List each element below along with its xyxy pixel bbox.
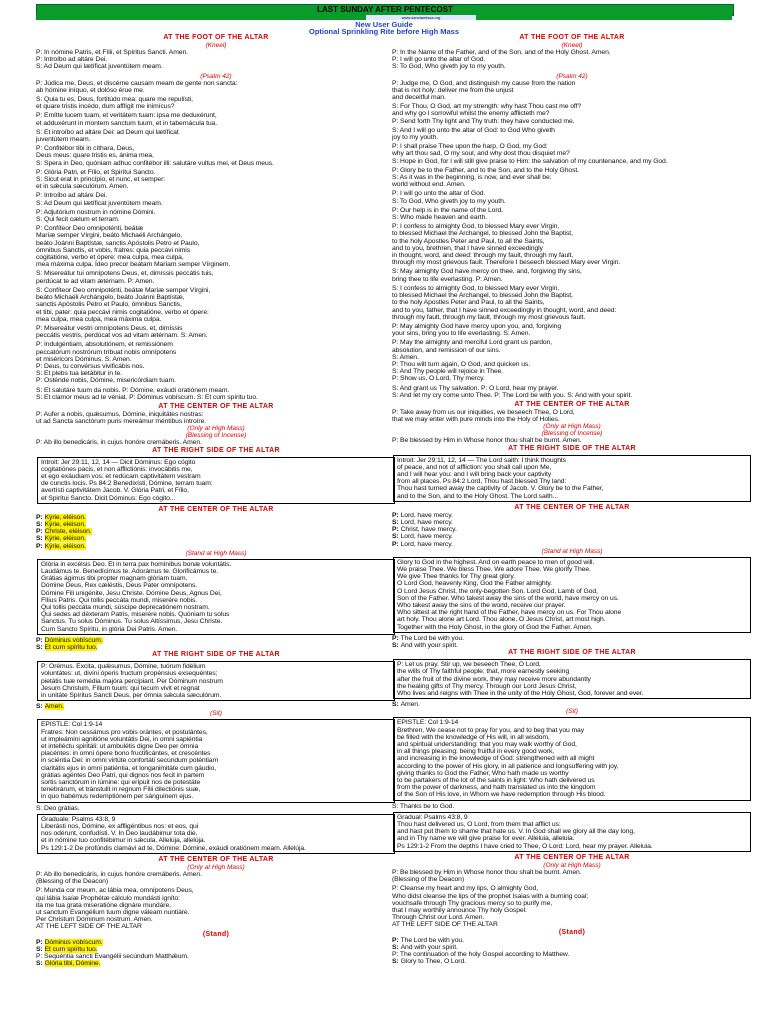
text-line: S: Hope in God, for I will still give praise to Him: the salvation of my countenance, and my God. (392, 157, 668, 165)
text-line: P: In the Name of the Father, and of the Son, and of the Holy Ghost. Amen. (392, 49, 611, 56)
text-line: juventútem meam. (36, 136, 91, 144)
section-heading: AT THE CENTER OF THE ALTAR (514, 503, 630, 511)
text-line: absolution, and remission of our sins. (392, 346, 501, 354)
text-line (392, 512, 752, 519)
text-line: in unitáte Spíritus Sancti Deus, per ómnia sǽcula sæculórum. (41, 692, 222, 700)
text-line: P: Our help is in the name of the Lord. (392, 206, 503, 214)
text-line: Sanctus. Tu solus Dóminus. Tu solus Altíssimus, Jesu Christe. (41, 618, 223, 626)
text-line (36, 644, 396, 651)
speaker: P: (392, 526, 399, 534)
amen-line: Amen. (400, 701, 420, 709)
speaker: S: (392, 518, 399, 526)
text-line: S: Misereátur tui omnípotens Deus, et, dimíssis peccátis tuis, (36, 270, 214, 278)
text-line: your sins, bring you to life everlasting. S: Amen. (392, 330, 531, 338)
text-line: sanctis Apóstolis Petro et Paulo, ómnibus Sanctis, (36, 301, 182, 309)
text-line: Together with the Holy Ghost, in the glory of God the Father. Amen. (397, 623, 593, 631)
section-heading: AT THE RIGHT SIDE OF THE ALTAR (508, 444, 636, 452)
section-heading: AT THE CENTER OF THE ALTAR (158, 402, 274, 410)
text-line (392, 958, 752, 965)
text-line: S: Sicut erat in princípio, et nunc, et semper: (36, 176, 166, 184)
dominus-line: The Lord be with you. (400, 936, 464, 944)
speaker: P: (392, 936, 399, 944)
text-line: Glory to God in the highest. And on earth peace to men of good will. (397, 558, 595, 566)
kyrie-line: Lord, have mercy. (400, 540, 453, 548)
rubric: (Sit) (210, 710, 222, 718)
text-line: S: I confess to almighty God, to blessed Mary ever Virgin, (392, 284, 560, 292)
psalm-heading: (Psalm 42) (556, 72, 588, 80)
text-line: perdúcat te ad vitam ætérnam. P: Amen. (36, 277, 155, 285)
text-line (36, 946, 396, 953)
speaker: S: (392, 958, 399, 966)
text-line: S: Deo grátias. (36, 804, 80, 812)
text-line: P: I shall praise Thee upon the harp, O God, my God: (392, 143, 548, 151)
text-line: sortis sanctórum in lúmine: qui erípuit nos de potestáte (41, 779, 201, 787)
text-line: et intelléctu spiritáli: ut ambulétis digne Deo per ómnia (41, 743, 199, 751)
rubric: (Only at High Mass) (187, 863, 245, 871)
rubric: (Blessing of Incense) (185, 432, 247, 440)
response-line: And with your spirit. (400, 642, 458, 650)
text-line: P: May almighty God have mercy upon you, and, forgiving (392, 322, 562, 330)
english-column (392, 34, 752, 1024)
text-line: Who sittest at the right hand of the Father, have mercy on us. For Thou alone (397, 609, 622, 617)
text-line: Thou hast turned away the captivity of Jacob. V. Glory be to the Father, (397, 485, 604, 493)
text-line: that is not holy: deliver me from the unjust (392, 86, 514, 94)
text-line: Through Christ our Lord. Amen. (392, 914, 485, 922)
section-heading: AT THE FOOT OF THE ALTAR (163, 34, 269, 41)
text-line: that I may worthily announce Thy holy Gospel. (392, 906, 527, 914)
text-line: P: Osténde nobis, Dómine, misericórdiam tuam. (36, 377, 176, 385)
text-line: P: Confitébor tibi in cíthara, Deus, (36, 145, 135, 153)
text-line: tenebrárum, et tránstulit in regnum Fílii dilectiónis suæ, (41, 786, 201, 794)
text-line: et tibi, pater: quia peccávi nimis cogitatióne, verbo et ópere: (36, 308, 209, 316)
text-line: and to you, father, that I have sinned exceedingly in thought, word, and deed: (392, 306, 617, 314)
amen-line: Amen. (44, 703, 64, 711)
text-line: to the holy Apostles Peter and Paul, to all the Saints, (392, 299, 545, 307)
rubric: (Blessing of Incense) (541, 430, 603, 438)
text-line: P: Aufer a nobis, quǽsumus, Dómine, iniquitátes nostras: (36, 410, 204, 418)
epistle-box (37, 719, 395, 802)
text-line: P: Sequéntia sancti Evangélii secúndum Matthǽum. (36, 952, 189, 960)
text-line: (Blessing of the Deacon) (392, 876, 465, 884)
text-line: be filled with the knowledge of His will, in all wisdom, (397, 733, 550, 741)
text-line: cogitatiónes pacis, et non afflictiónis: invocábitis me, (41, 465, 193, 473)
text-line: mea culpa, mea culpa, mea máxima culpa. (36, 315, 162, 323)
response-line: Et cum spíritu tuo. (44, 945, 98, 953)
text-line: P: Judge me, O God, and distinguish my cause from the nation (392, 79, 576, 87)
text-line: Who lives and reigns with Thee in the unity of the Holy Ghost, God, forever and ever. (397, 690, 644, 698)
text-line: claritátis ejus in omni patiéntia, et longanimitáte cum gáudio, (41, 764, 217, 772)
text-line: S: And I will go unto the altar of God: to God Who giveth (392, 126, 555, 134)
text-line: EPISTLE: Col 1:9-14 (41, 721, 103, 729)
text-line: P: Deus, tu convérsus vivificábis nos. (36, 362, 145, 370)
text-line: P: Show us, O Lord, Thy mercy. (392, 375, 485, 383)
text-line: P: Take away from us our iniquities, we beseech Thee, O Lord, (392, 408, 575, 416)
text-line: mea máxima culpa. Ídeo precor beátam Maríam semper Vírginem. (36, 261, 231, 269)
text-line: ut sanctum Evangélium tuum digne váleam nuntiáre. (36, 908, 190, 916)
text-line: Ps 129:1-2 De profúndis clamávi ad te, Dómine: Dómine, exáudi oratiónem meam. Allelúja. (41, 844, 306, 852)
text-line: et Spirítui Sancto. Dicit Dóminus: Ego cógito... (41, 494, 176, 502)
text-line (392, 541, 752, 548)
text-line: Liberásti nos, Dómine, ex affligéntibus nos: et eos, qui (41, 823, 199, 831)
rubric: (Only at High Mass) (543, 861, 601, 869)
collect-box (393, 659, 751, 699)
text-line (392, 526, 752, 533)
speaker: S: (36, 520, 43, 528)
text-line: de cunctis locis. Ps 84:2 Benedixísti, Dómine, terram tuam: (41, 480, 213, 488)
text-line: from the power of darkness, and hath translated us into the kingdom (397, 784, 596, 792)
text-line: ita me tua grata miseratióne dignáre mundáre, (36, 901, 171, 909)
speaker: S: (392, 533, 399, 541)
latin-column (36, 34, 396, 1024)
rubric: (Only at High Mass) (543, 423, 601, 431)
section-heading: AT THE CENTER OF THE ALTAR (158, 855, 274, 863)
dominus-line: The Lord be with you. (400, 634, 464, 642)
text-line: P: Thou wilt turn again, O God, and quicken us. (392, 360, 530, 368)
text-line: S: And let my cry come unto Thee. P: The Lord be with you. S: And with your spirit. (392, 391, 633, 399)
text-line: in quo habémus redemptiónem per sánguinem ejus. (41, 793, 194, 801)
section-heading: AT THE FOOT OF THE ALTAR (519, 34, 625, 41)
speaker: P: (392, 634, 399, 642)
gloria-box (37, 559, 395, 635)
guide-subtitle: Optional Sprinkling Rite before High Mass (308, 27, 459, 36)
text-line: P: Indulgéntiam, absolutiónem, et remissiónem (36, 341, 173, 349)
text-line: according to the power of His glory, in all patience and longsuffering with joy, (397, 762, 619, 770)
text-line: Maríæ semper Vírgini, beáto Michaéli Archángelo, (36, 232, 182, 240)
psalm-heading: (Psalm 42) (200, 72, 232, 80)
text-line: nos odérunt, confudísti. V. In Deo laudábimur tota die, (41, 830, 198, 838)
text-line: ut impleámini agnitióne voluntátis Dei, in omni sapiéntia (41, 735, 203, 743)
text-line: P: Introíbo ad altáre Dei. (36, 56, 108, 64)
text-line: through my fault, through my fault, through my most grievous fault. (392, 313, 586, 321)
text-line: P: Orémus. Excita, quǽsumus, Dómine, tuórum fidélium (41, 663, 206, 671)
dominus-line: Dóminus vobíscum. (44, 636, 103, 644)
text-line: and why go I sorrowful whilst the enemy afflicteth me? (392, 110, 550, 118)
section-heading: (Stand) (558, 928, 586, 936)
text-line: Gradual: Psalms 43:8, 9 (397, 813, 468, 821)
text-line: ómnibus Sanctis, et vobis, fratres: quia peccávi nimis (36, 246, 191, 254)
text-line: and hast put them to shame that hate us. V. In God shall we glory all the day long, (397, 828, 635, 836)
text-line (392, 642, 752, 649)
text-line: pietátis tuæ remédia majóra percípiant. Per Dóminum nostrum (41, 677, 223, 685)
kyrie-line: Lord, have mercy. (400, 518, 453, 526)
text-line: in all things pleasing: being fruitful in every good work, (397, 748, 555, 756)
text-line: P: May the almighty and merciful Lord grant us pardon, (392, 339, 553, 347)
text-line: S: Who made heaven and earth. (392, 214, 487, 222)
collect-box (37, 661, 395, 701)
response-line: And with your spirit. (400, 943, 458, 951)
text-line: and to the Son, and to the Holy Ghost. The Lord saith... (397, 492, 558, 500)
text-line: (Blessing of the Deacon) (36, 878, 109, 886)
text-line: peccátis vestris, perdúcat vos ad vitam ætérnam. S: Amen. (36, 332, 208, 340)
text-line: beáto Joánni Baptístæ, sanctis Apóstolis Petro et Paulo, (36, 239, 200, 247)
response-line: Glória tibi, Dómine. (44, 960, 101, 968)
text-line: why art thou sad, O my soul, and why dost thou disquiet me? (392, 150, 570, 158)
text-line: qui lábia Isaíæ Prophétæ cálculo mundásti igníto: (36, 894, 180, 902)
speaker: P: (36, 542, 43, 550)
text-line: S: To God, Who giveth joy to my youth. (392, 197, 506, 205)
section-heading: AT THE CENTER OF THE ALTAR (514, 853, 630, 861)
text-line: P: Adjutórium nostrum in nómine Dómini. (36, 208, 156, 216)
speaker: S: (392, 943, 399, 951)
section-heading: AT THE CENTER OF THE ALTAR (158, 505, 274, 513)
text-line: in thought, word, and deed: through my fault, through my fault, (392, 252, 574, 260)
text-line: AT THE LEFT SIDE OF THE ALTAR (392, 921, 498, 929)
text-line (36, 543, 396, 550)
section-heading: (Stand) (202, 930, 230, 938)
text-line: O Lord Jesus Christ, the only-begotten Son. Lord God, Lamb of God, (397, 587, 598, 595)
text-line: Brethren, We cease not to pray for you, and to beg that you may (397, 726, 585, 734)
text-line (36, 521, 396, 528)
section-heading: AT THE RIGHT SIDE OF THE ALTAR (152, 651, 280, 659)
text-line: et miséricors Dóminus. S: Amen. (36, 355, 132, 363)
text-line: ut ad Sancta sanctórum puris mereámur méntibus introíre. (36, 418, 207, 426)
speaker: P: (392, 511, 399, 519)
text-line: Ps 129:1-2 From the depths I have cried to Thee, O Lord: Lord, hear my prayer. Alleluia. (397, 842, 653, 850)
response-line: Glory to Thee, O Lord. (400, 958, 466, 966)
text-line: S: To God, Who giveth joy to my youth. (392, 63, 506, 71)
text-line: Laudámus te. Benedícimus te. Adorámus te. Glorificámus te. (41, 567, 219, 575)
text-line: Fílius Patris. Qui tollis peccáta mundi, miserére nobis. (41, 596, 198, 604)
section-subheading: (Kneel) (205, 42, 227, 49)
text-line: Qui sedes ad déxteram Patris, miserére nobis. Quóniam tu solus (41, 611, 230, 619)
text-line: P: Introíbo ad altáre Dei. (36, 192, 108, 200)
speaker: P: (392, 540, 399, 548)
text-line: P: In nómine Patris, et Fílii, et Spíritus Sancti. Amen. (36, 49, 188, 56)
text-line: voluntátes: ut, divíni óperis fructum propénsius exsequéntes; (41, 670, 218, 678)
text-line: the healing gifts of Thy mercy. Through our Lord Jesus Christ, (397, 682, 577, 690)
text-line: that we may enter with pure minds into the Holy of Holies. (392, 416, 560, 424)
text-line: S: Et introíbo ad altáre Dei: ad Deum qui lætíficat (36, 128, 179, 136)
text-line: art holy. Thou alone art Lord. Thou alone, O Jesus Christ, art most high. (397, 616, 606, 624)
speaker: P: (36, 513, 43, 521)
text-line: P: Cleanse my heart and my lips, O almighty God, (392, 885, 538, 893)
text-line: S: And grant us Thy salvation. P: O Lord, hear my prayer. (392, 384, 559, 392)
text-line: P: Emítte lucem tuam, et veritátem tuam: ipsa me deduxérunt, (36, 112, 217, 120)
speaker: S: (36, 644, 43, 652)
kyrie-line: Christe, eléison. (44, 528, 92, 536)
text-line (36, 514, 396, 521)
text-line: S: May almighty God have mercy on thee, and, forgiving thy sins, (392, 268, 582, 276)
text-line: grátias agéntes Deo Patri, qui dignos nos fecit in partem (41, 771, 205, 779)
text-line: in sciéntia Dei: in omni virtúte confortáti secúndum poténtiam (41, 757, 219, 765)
text-line: Graduale: Psalms 43:8, 9 (41, 815, 116, 823)
text-line: et quare tristis incédo, dum afflígit me inimícus? (36, 103, 175, 111)
text-line: P: Confíteor Deo omnipoténti, beátæ (36, 225, 144, 233)
text-line: to be partakers of the lot of the saints in light: Who hath delivered us (397, 777, 595, 785)
gradual-box (393, 812, 751, 852)
text-line: Who takest away the sins of the world, receive our prayer. (397, 602, 566, 609)
gradual-box (37, 814, 395, 854)
text-line: S: Amen. (392, 353, 419, 361)
text-line (392, 937, 752, 944)
text-line: beáto Michaéli Archángelo, beáto Joánni Baptístæ, (36, 294, 185, 302)
text-line: We give Thee thanks for Thy great glory. (397, 573, 515, 581)
text-line: world without end. Amen. (392, 181, 466, 189)
text-line: EPISTLE: Col 1:9-14 (397, 719, 459, 727)
text-line: Son of the Father. Who takest away the sins of the world, have mercy on us. (397, 594, 619, 602)
text-line: S: Thanks be to God. (392, 802, 455, 810)
text-line: P: I will go unto the altar of God. (392, 190, 486, 198)
text-line: S: And Thy people will rejoice in Thee. (392, 368, 504, 376)
text-line: S: Et salutáre tuum da nobis. P: Dómine, exáudi oratiónem meam. (36, 386, 230, 394)
header-link[interactable]: www.sanctamissa.org (366, 15, 476, 20)
text-line: P: Glória Patri, et Fílio, et Spirítui Sancto. (36, 168, 156, 176)
text-line: to blessed Michael the Archangel, to blessed John the Baptist, (392, 292, 573, 300)
text-line: P: Let us pray. Stir up, we beseech Thee, O Lord, (397, 661, 541, 669)
section-heading: AT THE CENTER OF THE ALTAR (514, 400, 630, 408)
text-line (36, 703, 396, 710)
text-line: Introit: Jer 29:11, 12, 14 — Dicit Dóminus: Ego cógito (41, 458, 196, 466)
text-line: avertísti captivitátem Jacob. V. Glória Patri, et Fílio, (41, 487, 189, 495)
text-line: Fratres: Non cessámus pro vobis orántes, et postulántes, (41, 728, 208, 736)
text-line: P: Júdica me, Deus, et discérne causam meam de gente non sancta: (36, 79, 238, 87)
text-line: and increasing in the knowledge of God: strengthened with all might (397, 755, 595, 763)
kyrie-line: Lord, have mercy. (400, 533, 453, 541)
text-line: through my most grievous fault. Therefore I beseech blessed Mary ever Virgin. (392, 259, 621, 267)
text-line: Grátias ágimus tibi propter magnam glóriam tuam. (41, 575, 188, 583)
text-line: placéntes: in omni ópere bono fructificántes, et crescéntes (41, 750, 211, 758)
text-line: and I will hear you: and I will bring back your captivity (397, 470, 552, 478)
text-line: P: Glory be to the Father, and to the Son, and to the Holy Ghost. (392, 166, 579, 174)
speaker: S: (36, 703, 43, 711)
kyrie-line: Christ, have mercy. (400, 526, 457, 534)
rubric: (Stand at High Mass) (185, 549, 247, 557)
text-line: after the fruit of the divine work, they may receive more abundantly (397, 675, 591, 683)
text-line: P: I confess to almighty God, to blessed Mary ever Virgin, (392, 223, 560, 231)
gloria-box (393, 557, 751, 633)
text-line: to the holy Apostles Peter and Paul, to all the Saints, (392, 237, 545, 245)
text-line: from all places. Ps 84:2 Lord, Thou hast blessed Thy land: (397, 478, 567, 486)
introit-box (393, 455, 751, 502)
text-line (36, 528, 396, 535)
text-line: S: Confíteor Deo omnipoténti, beátæ Maríæ semper Vírgini, (36, 286, 211, 294)
text-line: and to you, brethren, that I have sinned exceedingly (392, 244, 543, 252)
text-line: Who didst cleanse the lips of the prophet Isaias with a burning coal; (392, 892, 588, 900)
epistle-box (393, 717, 751, 800)
section-heading: AT THE RIGHT SIDE OF THE ALTAR (152, 446, 280, 454)
text-line: P: Ab illo benedicáris, in cujus honóre cremáberis. Amen. (36, 870, 202, 878)
guide-title: New User Guide (355, 20, 413, 29)
response-line: Et cum spíritu tuo. (44, 644, 98, 652)
text-line (36, 960, 396, 967)
text-line (392, 944, 752, 951)
text-line: S: Quia tu es, Deus, fortitúdo mea: quare me repulísti, (36, 96, 193, 104)
text-line: S: As it was in the beginning, is now, and ever shall be: (392, 174, 552, 182)
text-line: S: Spera in Deo, quóniam adhuc confitébor illi: salutáre vultus mei, et Deus meus. (36, 159, 274, 167)
text-line: and in Thy name we will give praise for ever. Alleluia, alleluia. (397, 835, 575, 843)
speaker: S: (392, 642, 399, 650)
text-line (36, 939, 396, 946)
text-line: P: I will go unto the altar of God. (392, 56, 486, 64)
speaker: S: (36, 535, 43, 543)
text-line: AT THE LEFT SIDE OF THE ALTAR (36, 923, 142, 931)
text-line: Qui tollis peccáta mundi, súscipe deprecatiónem nostram. (41, 604, 210, 611)
speaker: S: (392, 701, 399, 709)
speaker: P: (36, 528, 43, 536)
text-line (36, 535, 396, 542)
text-line: Dómine Fili unigénite, Jesu Christe. Dómine Deus, Agnus Dei, (41, 589, 222, 597)
text-line: of the Son of His love, in Whom we have redemption through His blood. (397, 791, 606, 799)
text-line: P: Ab illo benedicáris, in cujus honóre cremáberis. Amen. (36, 439, 202, 447)
text-line: vouchsafe through Thy gracious mercy so to purify me, (392, 899, 553, 907)
text-line: et in sǽcula sæculórum. Amen. (36, 183, 129, 191)
dominus-line: Dóminus vobíscum. (44, 938, 103, 946)
text-line: Per Christum Dóminum nostrum. Amen. (36, 916, 153, 924)
kyrie-line: Kýrie, eléison. (44, 542, 86, 550)
section-heading: AT THE RIGHT SIDE OF THE ALTAR (508, 649, 636, 657)
text-line (392, 701, 752, 708)
text-line: We praise Thee. We bless Thee. We adore Thee. We glorify Thee. (397, 565, 591, 573)
page-title: LAST SUNDAY AFTER PENTECOST (36, 4, 734, 16)
text-line: and spiritual understanding: that you may walk worthy of God, (397, 741, 577, 749)
text-line (392, 519, 752, 526)
text-line: P: Munda cor meum, ac lábia mea, omnípotens Deus, (36, 887, 194, 895)
text-line: ab hómine iníquo, et dolóso érue me. (36, 86, 145, 94)
kyrie-line: Kýrie, eléison. (44, 513, 86, 521)
text-line: joy to my youth. (392, 134, 438, 142)
text-line (392, 533, 752, 540)
text-line: P: Be blessed by Him in Whose honor thou shalt be burnt. Amen. (392, 437, 582, 445)
text-line (36, 637, 396, 644)
text-line: et adduxérunt in montem sanctum tuum, et in tabernácula tua. (36, 119, 218, 127)
kyrie-line: Kýrie, eléison. (44, 535, 86, 543)
text-line: Dómine Deus, Rex cæléstis, Deus Pater omnípotens. (41, 582, 198, 590)
speaker: P: (36, 938, 43, 946)
text-line: Deus meus: quare tristis es, ánima mea, (36, 152, 154, 160)
text-line: P: Misereátur vestri omnípotens Deus, et, dimíssis (36, 324, 183, 332)
text-line: of peace, and not of affliction: you shall call upon Me, (397, 463, 552, 471)
text-line: cogitatióne, verbo et ópere: mea culpa, mea culpa, (36, 254, 184, 262)
text-line: O Lord God, heavenly King, God the Father almighty. (397, 580, 552, 588)
text-line: Thou hast delivered us, O Lord, from them that afflict us: (397, 821, 561, 829)
speaker: P: (36, 636, 43, 644)
text-line: S: Ad Deum qui lætíficat juventútem meam. (36, 199, 163, 207)
text-line: Introit: Jer 29:11, 12, 14 — The Lord saith: I think thoughts (397, 456, 566, 464)
text-line: P: Send forth Thy light and Thy truth: they have conducted me. (392, 117, 575, 125)
text-line: et ego exáudiam vos: et redúcam captivitátem vestram (41, 472, 201, 480)
text-line: the wills of Thy faithful people; that, more earnestly seeking (397, 668, 569, 676)
rubric: (Stand at High Mass) (541, 547, 603, 555)
text-line: S: For Thou, O God, art my strength: why hast Thou cast me off? (392, 103, 582, 111)
speaker: S: (36, 945, 43, 953)
text-line: P: The continuation of the holy Gospel according to Matthew. (392, 950, 570, 958)
speaker: S: (36, 960, 43, 968)
text-line: Glória in excélsis Deo. Et in terra pax homínibus bonæ voluntátis. (41, 560, 232, 568)
text-line: Cum Sancto Spíritu, in glória Dei Patris. Amen. (41, 625, 178, 633)
kyrie-line: Lord, have mercy. (400, 511, 453, 519)
text-line: bring thee to life everlasting. P: Amen. (392, 275, 503, 283)
rubric: (Sit) (566, 708, 578, 716)
text-line (392, 635, 752, 642)
text-line: peccatórum nostrórum tríbuat nobis omnípotens (36, 348, 177, 356)
section-subheading: (Kneel) (561, 42, 583, 49)
text-line: et in nómine tuo confitébimur in sǽcula. Allelúja, allelúja. (41, 837, 206, 845)
text-line: P: Be blessed by Him in Whose honor thou shalt be burnt. Amen. (392, 868, 582, 876)
text-line: S: Ad Deum qui lætíficat juventútem meam. (36, 63, 163, 71)
text-line: to blessed Michael the Archangel, to blessed John the Baptist, (392, 230, 573, 238)
text-line: Jesum Christum, Fílium tuum: qui tecum vivit et regnat (41, 684, 200, 692)
text-line: S: Qui fecit cælum et terram. (36, 216, 120, 224)
rubric: (Only at High Mass) (187, 425, 245, 433)
text-line: giving thanks to God the Father, Who hath made us worthy (397, 769, 569, 777)
kyrie-line: Kýrie, eléison. (44, 520, 86, 528)
text-line: S: Et clamor meus ad te véniat. P: Dóminus vobíscum. S: Et cum spíritu tuo. (36, 393, 258, 401)
text-line: and deceitful man. (392, 94, 446, 102)
introit-box (37, 457, 395, 504)
text-line: S: Et plebs tua lætábitur in te. (36, 370, 122, 378)
